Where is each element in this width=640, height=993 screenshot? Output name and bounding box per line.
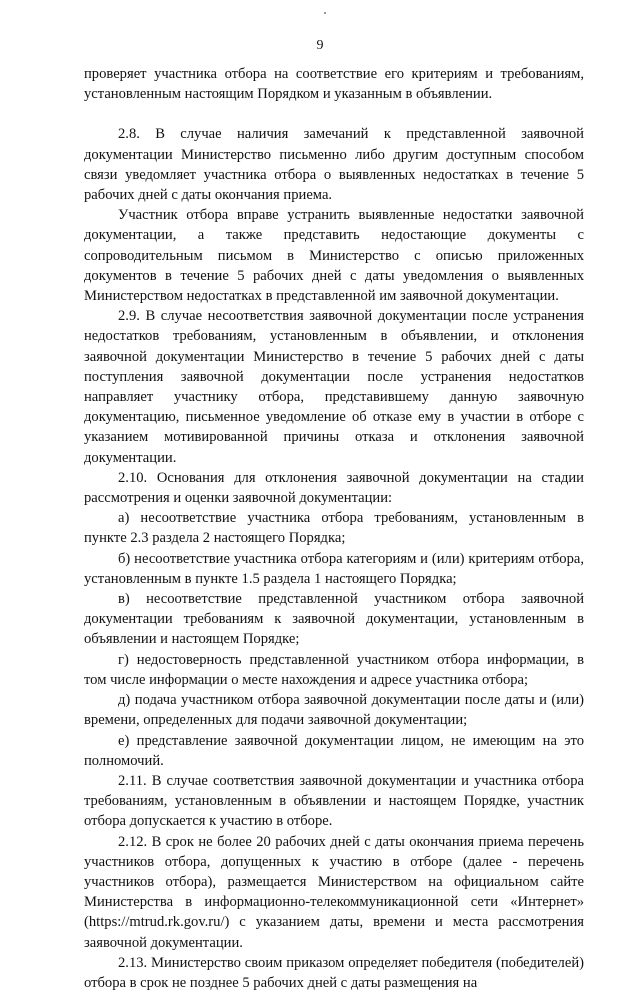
paragraph-2-9: 2.9. В случае несоответствия заявочной документации после устранения недостатков требованиям, установленным в объявлении, и отклонения заявочной документации Министерство в течение 5 рабочих дней с даты поступления заявочной документации после устранения недостатков направляет участнику отбора, представившему данную заявочную документацию, письменное уведомление об отказе ему в участии в отборе с указанием мотивированной причины отказа и отклонения заявочной документации. [84,308,584,466]
paragraph-gap [84,104,584,124]
list-item-g: г) недостоверность представленной участником отбора информации, в том числе информации о месте нахождения и адресе участника отбора; [84,651,584,688]
page-number: 9 [316,38,324,53]
paragraph-continuation: проверяет участника отбора на соответствие его критериям и требованиям, установленным настоящим Порядком и указанным в объявлении. [84,66,584,103]
paragraph-2-8-cont: Участник отбора вправе устранить выявленные недостатки заявочной документации, а также представить недостающие документы с сопроводительным письмом в Министерство с описью приложенных документов в течение 5 рабочих дней с даты уведомления о выявленных Министерством недостатках в представленной им заявочной документации. [84,207,584,305]
list-item-e: е) представление заявочной документации лицом, не имеющим на это полномочий. [84,732,584,769]
list-item-b: б) несоответствие участника отбора категориям и (или) критериям отбора, установленным в пункте 1.5 раздела 1 настоящего Порядка; [84,550,584,587]
paragraph-2-13: 2.13. Министерство своим приказом определяет победителя (победителей) отбора в срок не позднее 5 рабочих дней с даты размещения на [84,954,584,991]
paragraph-2-8: 2.8. В случае наличия замечаний к представленной заявочной документации Министерство письменно либо другим доступным способом связи уведомляет участника отбора о выявленных недостатках в течение 5 рабочих дней с даты окончания приема. [84,126,584,204]
paragraph-2-11: 2.11. В случае соответствия заявочной документации и участника отбора требованиям, установленным в объявлении и настоящем Порядке, участник отбора допускается к участию в отборе. [84,772,584,830]
list-item-d: д) подача участником отбора заявочной документации после даты и (или) времени, определенных для подачи заявочной документации; [84,692,584,729]
list-item-v: в) несоответствие представленной участником отбора заявочной документации требованиям к заявочной документации, установленным в объявлении и настоящем Порядке; [84,591,584,648]
document-body [84,64,584,993]
scan-dot [324,12,326,14]
paragraph-2-10: 2.10. Основания для отклонения заявочной документации на стадии рассмотрения и оценки заявочной документации: [84,469,584,507]
list-item-a: а) несоответствие участника отбора требованиям, установленным в пункте 2.3 раздела 2 настоящего Порядка; [84,510,584,547]
paragraph-2-12: 2.12. В срок не более 20 рабочих дней с даты окончания приема перечень участников отбора, допущенных к участию в отборе (далее - перечень участников отбора), размещается Министерством на официальном сайте Министерства в информационно-телекоммуникационной сети «Интернет» (https://mtrud.rk.gov.ru/) с указанием даты, времени и места рассмотрения заявочной документации. [84,833,584,951]
